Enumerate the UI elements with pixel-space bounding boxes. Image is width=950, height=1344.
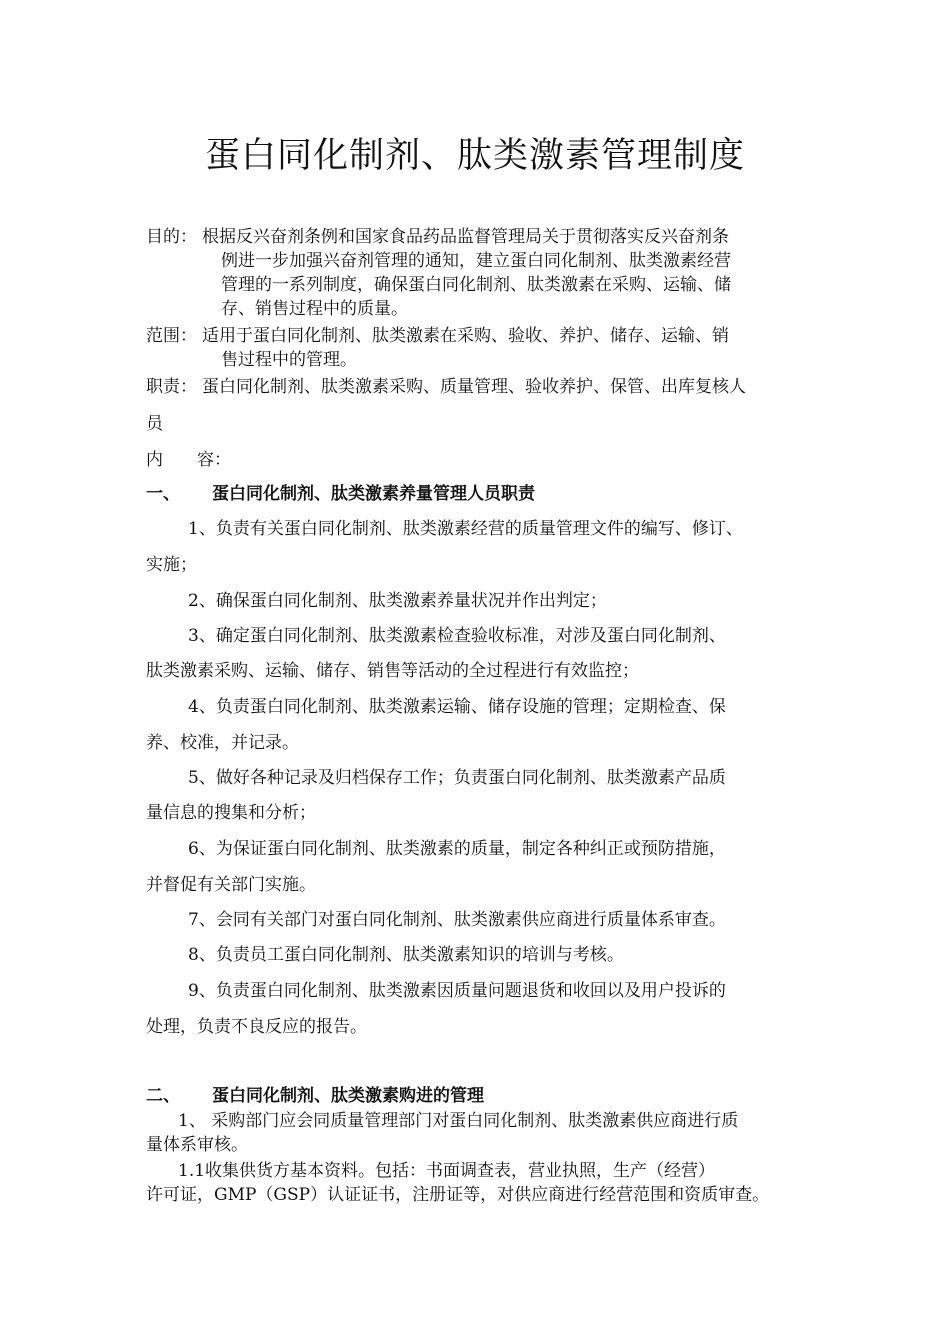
section-1-line: 8、负责员工蛋白同化制剂、肽类激素知识的培训与考核。 <box>188 945 624 965</box>
section-1-line: 9、负责蛋白同化制剂、肽类激素因质量问题退货和收回以及用户投诉的 <box>188 981 726 1001</box>
section-1-line: 实施； <box>146 555 197 575</box>
scope-line: 售过程中的管理。 <box>221 350 357 370</box>
content-label: 内 容： <box>146 450 231 470</box>
section-1-line: 处理，负责不良反应的报告。 <box>146 1017 367 1037</box>
section-1-heading: 蛋白同化制剂、肽类激素养量管理人员职责 <box>212 484 535 504</box>
section-1-line: 1、负责有关蛋白同化制剂、肽类激素经营的质量管理文件的编写、修订、 <box>188 519 743 539</box>
section-1-line: 并督促有关部门实施。 <box>146 875 316 895</box>
section-2-line: 1.1收集供货方基本资料。包括：书面调查表，营业执照，生产（经营） <box>178 1161 716 1181</box>
section-1-line: 3、确定蛋白同化制剂、肽类激素检查验收标准，对涉及蛋白同化制剂、 <box>188 626 726 646</box>
purpose-line: 存、销售过程中的质量。 <box>221 299 408 319</box>
section-1-line: 6、为保证蛋白同化制剂、肽类激素的质量，制定各种纠正或预防措施， <box>188 839 726 859</box>
section-1-line: 养、校准，并记录。 <box>146 733 299 753</box>
section-2-line: 许可证，GMP（GSP）认证证书，注册证等，对供应商进行经营范围和资质审查。 <box>146 1185 770 1205</box>
duty-line: 员 <box>146 414 163 434</box>
scope-label: 范围： <box>146 326 197 346</box>
section-1-line: 5、做好各种记录及归档保存工作；负责蛋白同化制剂、肽类激素产品质 <box>188 768 726 788</box>
section-2-line: 1、 采购部门应会同质量管理部门对蛋白同化制剂、肽类激素供应商进行质 <box>178 1111 739 1131</box>
section-2-number: 二、 <box>146 1086 180 1106</box>
section-1-line: 肽类激素采购、运输、储存、销售等活动的全过程进行有效监控； <box>146 661 639 681</box>
section-1-line: 2、确保蛋白同化制剂、肽类激素养量状况并作出判定； <box>188 591 607 611</box>
section-1-line: 量信息的搜集和分析； <box>146 803 316 823</box>
section-1-line: 4、负责蛋白同化制剂、肽类激素运输、储存设施的管理；定期检查、保 <box>188 697 726 717</box>
section-2-line: 量体系审核。 <box>146 1135 248 1155</box>
duty-label: 职责： <box>146 377 197 397</box>
purpose-line: 根据反兴奋剂条例和国家食品药品监督管理局关于贯彻落实反兴奋剂条 <box>202 227 729 247</box>
purpose-label: 目的： <box>146 227 197 247</box>
purpose-line: 例进一步加强兴奋剂管理的通知，建立蛋白同化制剂、肽类激素经营 <box>221 251 731 271</box>
scope-line: 适用于蛋白同化制剂、肽类激素在采购、验收、养护、储存、运输、销 <box>202 326 729 346</box>
section-2-heading: 蛋白同化制剂、肽类激素购进的管理 <box>212 1086 484 1106</box>
section-1-line: 7、会同有关部门对蛋白同化制剂、肽类激素供应商进行质量体系审查。 <box>188 910 726 930</box>
duty-line: 蛋白同化制剂、肽类激素采购、质量管理、验收养护、保管、出库复核人 <box>202 377 746 397</box>
section-1-number: 一、 <box>146 484 180 504</box>
document-title: 蛋白同化制剂、肽类激素管理制度 <box>204 136 745 176</box>
purpose-line: 管理的一系列制度，确保蛋白同化制剂、肽类激素在采购、运输、储 <box>221 275 731 295</box>
